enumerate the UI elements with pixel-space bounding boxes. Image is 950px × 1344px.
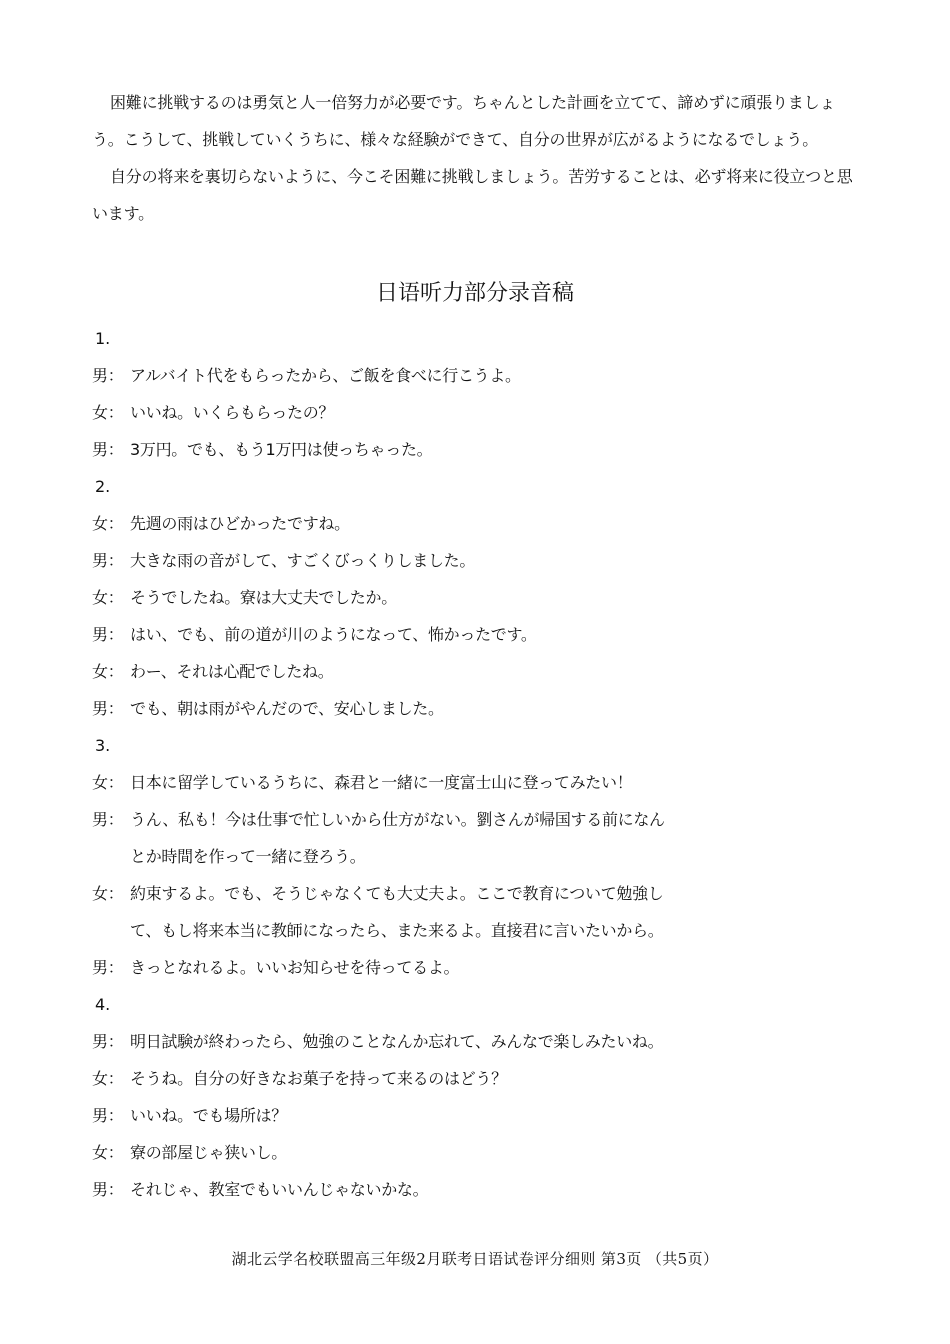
dialogue-line [92,1023,872,1060]
line-text: いいね。いくらもらったの？ [130,403,335,422]
speaker-label: 男： [92,551,124,570]
speaker-label: 男： [92,699,124,718]
dialogue-line [92,949,872,986]
speaker-label: 女： [92,403,124,422]
dialogue-line [92,690,872,727]
line-text: 明日試験が終わったら、勉強のことなんか忘れて、みんなで楽しみたいね。 [130,1032,664,1051]
dialogue-line [92,875,872,949]
dialogue-number: 3. [95,736,111,755]
speaker-label: 男： [92,366,124,385]
speaker-label: 男： [92,1106,124,1125]
dialogue-line [92,542,872,579]
speaker-label: 男： [92,1032,124,1051]
line-text: 日本に留学しているうちに、森君と一緒に一度富士山に登ってみたい！ [130,773,633,792]
speaker-label: 女： [92,1143,124,1162]
speaker-label: 女： [92,773,124,792]
speaker-label: 男： [92,625,124,644]
line-text: でも、朝は雨がやんだので、安心しました。 [130,699,444,718]
speaker-label: 男： [92,1180,124,1199]
dialogue-block [92,727,872,986]
line-text: それじゃ、教室でもいいんじゃないかな。 [130,1180,429,1199]
dialogue-line [92,431,872,468]
line-text: 約束するよ。でも、そうじゃなくても大丈夫よ。ここで教育について勉強して、もし将来本当に教師になったら、また来るよ。直接君に言いたいから。 [130,884,664,940]
speaker-label: 女： [92,588,124,607]
dialogue-line [92,1171,872,1208]
line-text: そうでしたね。寮は大丈夫でしたか。 [130,588,397,607]
dialogue-line [92,357,872,394]
line-text: そうね。自分の好きなお菓子を持って来るのはどう？ [130,1069,507,1088]
line-text: 寮の部屋じゃ狭いし。 [130,1143,288,1162]
dialogue-line [92,764,872,801]
dialogue-block [92,468,872,727]
essay-paragraph-1: 困難に挑戦するのは勇気と人一倍努力が必要です。ちゃんとした計画を立てて、諦めずに頑張りましょう。こうして、挑戦していくうちに、様々な経験ができて、自分の世界が広がるようになるでしょう。 [92,93,836,149]
dialogue-line [92,1134,872,1171]
line-text: 3万円。でも、もう1万円は使っちゃった。 [130,440,433,459]
line-text: うん、私も！今は仕事で忙しいから仕方がない。劉さんが帰国する前になんとか時間を作って一緒に登ろう。 [130,810,665,866]
speaker-label: 女： [92,662,124,681]
line-text: きっとなれるよ。いいお知らせを待ってるよ。 [130,958,460,977]
dialogue-line [92,653,872,690]
dialogue-number: 1. [95,329,111,348]
line-text: はい、でも、前の道が川のようになって、怖かったです。 [130,625,537,644]
listening-script [92,320,872,1208]
line-text: 大きな雨の音がして、すごくびっくりしました。 [130,551,476,570]
dialogue-line [92,579,872,616]
speaker-label: 男： [92,958,124,977]
dialogue-line [92,616,872,653]
page-footer: 湖北云学名校联盟高三年级2月联考日语试卷评分细则 第3页 （共5页） [231,1250,719,1268]
dialogue-number: 2. [95,477,111,496]
line-text: 先週の雨はひどかったですね。 [130,514,350,533]
dialogue-line [92,505,872,542]
essay-paragraph-2: 自分の将来を裏切らないように、今こそ困難に挑戦しましょう。苦労することは、必ず将来に役立つと思います。 [92,167,853,223]
speaker-label: 女： [92,514,124,533]
dialogue-line [92,394,872,431]
dialogue-block [92,986,872,1208]
line-text: アルバイト代をもらったから、ご飯を食べに行こうよ。 [130,366,521,385]
speaker-label: 男： [92,810,124,829]
line-text: いいね。でも場所は？ [130,1106,288,1125]
dialogue-number: 4. [95,995,111,1014]
dialogue-line [92,1060,872,1097]
speaker-label: 男： [92,440,124,459]
dialogue-line [92,1097,872,1134]
dialogue-block [92,320,872,468]
line-text: わー、それは心配でしたね。 [130,662,334,681]
dialogue-line [92,801,872,875]
speaker-label: 女： [92,1069,124,1088]
speaker-label: 女： [92,884,124,903]
section-title: 日语听力部分录音稿 [375,281,574,306]
